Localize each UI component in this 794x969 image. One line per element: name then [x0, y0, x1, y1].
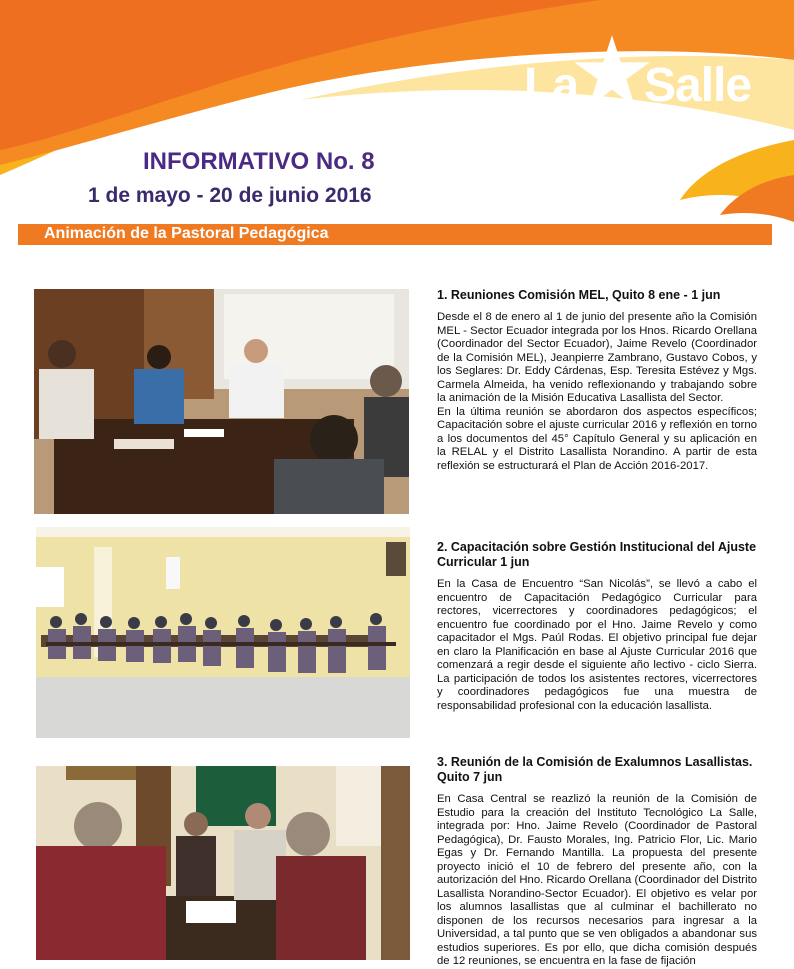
la-salle-logo — [520, 38, 780, 156]
logo-salle-text: Salle — [644, 59, 752, 112]
article-paragraph: En la Casa de Encuentro “San Nicolás”, se llevó a cabo el encuentro de Capacitación Pedagógico Curricular para rectores, vicerrectores y coordinadores pedagógicos; el encuentro fue coordinado por el Hno. Jaime Revelo y como capacitador el Mgs. Paúl Rodas. El objetivo principal fue dejar en claro la Planificación en base al Ajuste Curricular 2016 que comenzará a regir desde el siguiente año lectivo - ciclo Sierra. La participación de todos los asistentes rectores, vicerrectores y coordinadores pedagógicos fue una muestra de responsabilidad profesional con la educación lasallista. — [437, 578, 757, 712]
photo-mel-meeting — [34, 289, 409, 514]
article-alumni-commission — [437, 755, 757, 967]
article-heading: 3. Reunión de la Comisión de Exalumnos Lasallistas. Quito 7 jun — [437, 755, 753, 784]
section-header-bar — [18, 224, 772, 245]
article-heading: 2. Capacitación sobre Gestión Institucional del Ajuste Curricular 1 jun — [437, 540, 757, 569]
article-curricular-training — [437, 540, 757, 713]
newsletter-title: INFORMATIVO No. 8 — [143, 148, 375, 175]
photo-alumni-commission — [36, 766, 410, 960]
article-mel-meetings — [437, 288, 757, 473]
logo-dln: DLN — [688, 108, 717, 124]
photo-curricular-training — [36, 527, 410, 738]
logo-la-text: La — [524, 59, 579, 112]
article-paragraph: Desde el 8 de enero al 1 de junio del presente año la Comisión MEL - Sector Ecuador integrada por los Hnos. Ricardo Orellana (Coordinador del Sector Ecuador), Jaime Revelo (Coordinador de la Comisión MEL), Jeanpierre Zambrano, Gustavo Cobos, y los Seglares: Dr. Eddy Cárdenas, Esp. Teresita Estévez y Mgs. Carmela Almeida, ha venido reflexionando y trabajando sobre la animación de la Misión Educativa Lasallista del Sector. — [437, 311, 757, 404]
logo-sector: Sector Ecuador — [688, 124, 745, 156]
newsletter-date-range: 1 de mayo - 20 de junio 2016 — [88, 184, 372, 207]
article-paragraph: En Casa Central se reazlizó la reunión de la Comisión de Estudio para la creación del Instituto Tecnológico La Salle, integrada por: Hno. Jaime Revelo (Coordinador de Pastoral Pedagógica), Dr. Fausto Morales, Ing. Patricio Flor, Lic. Mario Egas y Dr. Fernando Mantilla. La propuesta del presente proyecto inició el 10 de febrero del presente año, con la autorización del Hno. Ricardo Orellana (Coordinador del Distrito Lasallista Norandino-Sector Ecuador). El objetivo es velar por los alumnos lasallistas que al culminar el bachillerato no disponen de los recursos necesarios para ingresar a la Universidad, a tal punto que se ven obligados a abandonar sus estudios superiores. Es por ello, que dicha comisión después de 12 reuniones, se encuentra en la fase de fijación — [437, 793, 757, 967]
article-paragraph: En la última reunión se abordaron dos aspectos específicos; Capacitación sobre el ajuste curricular 2016 y reflexión en torno a los documentos del 45° Capítulo General y su aplicación en la RELAL y el Distrito Lasallista Norandino. A partir de esta reflexión se estructurará el Plan de Acción 2016-2017. — [437, 405, 757, 472]
section-title: Animación de la Pastoral Pedagógica — [44, 225, 329, 242]
star-icon — [572, 32, 652, 112]
article-heading: 1. Reuniones Comisión MEL, Quito 8 ene - 1 jun — [437, 288, 721, 302]
